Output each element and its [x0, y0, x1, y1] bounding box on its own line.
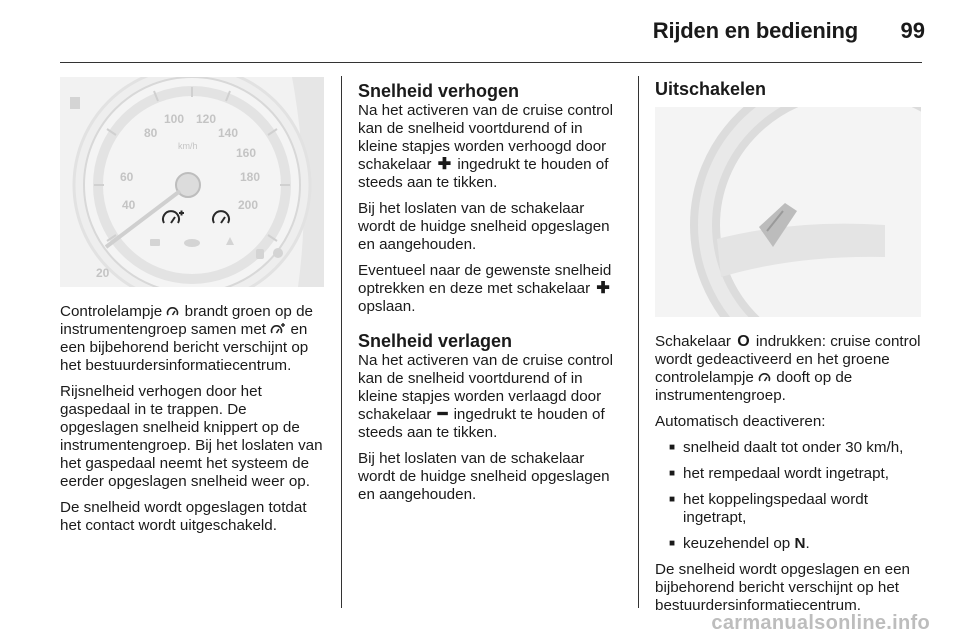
- text: Na het activeren van de cruise control kan de snelheid voortdurend of in kleine stapjes worden verlaagd door schakelaar: [358, 352, 613, 423]
- column-divider-1: [341, 76, 342, 608]
- text: opslaan.: [358, 298, 416, 315]
- gauge-label: 40: [122, 198, 136, 212]
- speedometer-illustration: [60, 77, 324, 287]
- header-rule: [60, 62, 922, 63]
- text: .: [805, 535, 810, 552]
- paragraph: De snelheid wordt opgeslagen totdat het contact wordt uitgeschakeld.: [60, 499, 307, 534]
- text: Na het activeren van de cruise control kan de snelheid voortdurend of in kleine stapjes worden verhoogd door schakelaar: [358, 102, 613, 173]
- paragraph: [60, 303, 326, 375]
- steering-wheel-illustration: [655, 107, 921, 317]
- list-item: ■ het rempedaal wordt ingetrapt,: [655, 465, 921, 483]
- paragraph: Rijsnelheid verhogen door het gaspedaal in te trappen. De opgeslagen snelheid knippert op de instrumentengroep. Bij het loslaten van het gaspedaal neemt het systeem de eerder opgeslagen snelheid weer op.: [60, 383, 323, 490]
- column-3-text: [655, 333, 921, 623]
- paragraph: De snelheid wordt opgeslagen en een bijbehorend bericht verschijnt op het bestuurdersinformatiecentrum.: [655, 561, 910, 614]
- column-3: [655, 78, 921, 100]
- off-switch-icon: O: [737, 333, 750, 350]
- gear-position: N: [794, 535, 806, 552]
- gauge-label: 120: [196, 112, 217, 126]
- cruise-control-icon: [166, 304, 180, 316]
- gauge-label: 20: [96, 266, 110, 280]
- text: keuzehendel op: [683, 535, 791, 552]
- text: en een bijbehorend bericht verschijnt op het bestuurdersinformatiecentrum.: [60, 321, 309, 374]
- speedometer-figure: [60, 77, 324, 287]
- text: ingedrukt te houden of steeds aan te tikken.: [358, 406, 605, 441]
- plus-icon: ✚: [437, 156, 452, 173]
- gauge-label: 160: [236, 146, 257, 160]
- section-heading: Snelheid verhogen: [358, 81, 520, 101]
- column-1: [60, 303, 326, 543]
- plus-icon: ✚: [596, 280, 610, 297]
- text: ingedrukt te houden of steeds aan te tikken.: [358, 156, 609, 191]
- paragraph: [358, 102, 624, 192]
- paragraph: [358, 262, 624, 316]
- list-item: ■ snelheid daalt tot onder 30 km/h,: [655, 439, 921, 457]
- steering-wheel-figure: [655, 107, 921, 317]
- column-divider-2: [638, 76, 639, 608]
- page-number: 99: [900, 18, 925, 43]
- section-heading: Uitschakelen: [655, 79, 767, 99]
- gauge-label: 80: [144, 126, 158, 140]
- gauge-label: 60: [120, 170, 134, 184]
- watermark: carmanualsonline.info: [711, 612, 930, 634]
- paragraph: Bij het loslaten van de schakelaar wordt de huidge snelheid opgeslagen en aangehouden.: [358, 200, 610, 253]
- column-2: [358, 80, 624, 512]
- list-item: ■ het koppelingspedaal wordt ingetrapt,: [655, 491, 921, 527]
- deactivation-list: [655, 439, 921, 553]
- header-title: Rijden en bediening: [652, 18, 858, 43]
- paragraph: [655, 333, 921, 405]
- section-heading: Snelheid verlagen: [358, 331, 513, 351]
- text: indrukken: cruise control wordt gedeactiveerd en het groene controlelampje: [655, 333, 921, 386]
- gauge-label: 180: [240, 170, 261, 184]
- paragraph: Bij het loslaten van de schakelaar wordt de huidge snelheid opgeslagen en aangehouden.: [358, 450, 610, 503]
- gauge-unit: km/h: [178, 141, 198, 151]
- cruise-control-set-icon: [270, 322, 286, 334]
- paragraph: [358, 352, 624, 442]
- gauge-label: 140: [218, 126, 239, 140]
- cruise-control-icon: [758, 370, 772, 382]
- paragraph: Automatisch deactiveren:: [655, 413, 826, 430]
- text: dooft op de instrumentengroep.: [655, 369, 853, 404]
- text: Schakelaar: [655, 333, 731, 350]
- minus-icon: ━: [437, 406, 448, 423]
- text: Eventueel naar de gewenste snelheid optrekken en deze met schakelaar: [358, 262, 612, 297]
- gauge-label: 100: [164, 112, 185, 126]
- list-item: [655, 535, 921, 553]
- text: brandt groen op de instrumentengroep samen met: [60, 303, 313, 338]
- text: Controlelampje: [60, 303, 163, 320]
- gauge-label: 200: [238, 198, 259, 212]
